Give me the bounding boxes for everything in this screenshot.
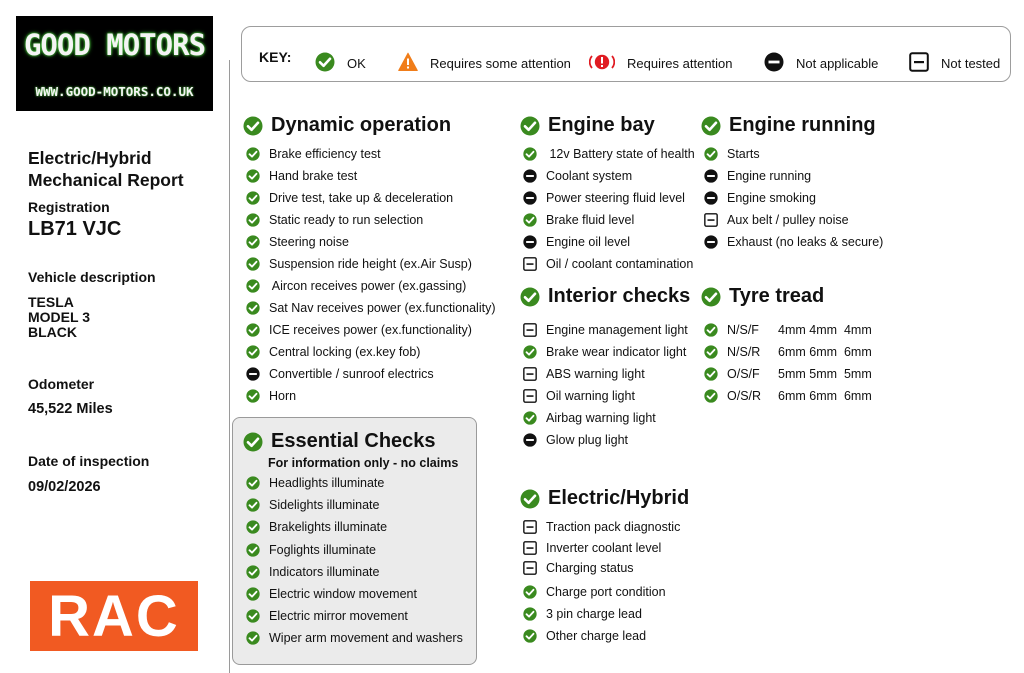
check-row	[246, 257, 472, 271]
check-row	[523, 585, 666, 599]
check-row	[523, 367, 645, 381]
ok-icon	[246, 213, 260, 227]
not-tested-icon	[523, 541, 537, 555]
check-row	[523, 433, 628, 447]
not-tested-icon	[523, 367, 537, 381]
check-label: Oil / coolant contamination	[546, 257, 694, 271]
essential-checks-heading	[243, 430, 436, 453]
not-applicable-icon	[764, 45, 796, 75]
good-motors-logo	[16, 16, 213, 111]
ok-icon	[246, 323, 260, 337]
logo-name: GOOD MOTORS	[23, 28, 206, 62]
ok-icon	[246, 543, 260, 557]
ok-icon	[523, 213, 537, 227]
ok-icon	[704, 147, 718, 161]
check-row	[246, 323, 472, 337]
ok-icon	[523, 411, 537, 425]
ok-icon	[704, 389, 718, 403]
odometer-value: 45,522 Miles	[28, 401, 113, 417]
check-label: Coolant system	[546, 169, 633, 183]
check-row	[246, 609, 408, 623]
ok-icon	[246, 609, 260, 623]
key-label-warning: Requires some attention	[430, 56, 571, 71]
engine-running-heading	[701, 114, 876, 137]
key-label-ok: OK	[347, 56, 366, 71]
rac-logo-text: RAC	[48, 584, 180, 649]
ok-icon	[246, 345, 260, 359]
check-label: Traction pack diagnostic	[546, 520, 681, 534]
tyre-tread-depths: 5mm 5mm 5mm	[778, 367, 872, 381]
check-label: Convertible / sunroof electrics	[269, 367, 434, 381]
check-row	[246, 235, 349, 249]
check-row	[246, 191, 453, 205]
check-row	[523, 561, 634, 575]
check-label: Brake efficiency test	[269, 147, 381, 161]
check-row	[704, 345, 872, 359]
vehicle-description	[28, 295, 90, 340]
check-label: Engine running	[727, 169, 812, 183]
engine-bay-heading	[520, 114, 655, 137]
ok-icon	[243, 116, 267, 136]
ok-icon	[701, 116, 725, 136]
check-row	[704, 389, 872, 403]
check-label: Brake wear indicator light	[546, 345, 687, 359]
inspection-date-label: Date of inspection	[28, 453, 150, 469]
key-item-not-applicable	[764, 45, 878, 75]
ok-icon	[523, 585, 537, 599]
ok-icon	[243, 432, 267, 452]
check-label: Drive test, take up & deceleration	[269, 191, 454, 205]
key-item-alert	[589, 45, 733, 75]
check-row	[704, 235, 883, 249]
ok-icon	[520, 116, 544, 136]
not-tested-icon	[523, 257, 537, 271]
not-tested-icon	[523, 323, 537, 337]
engine-bay-title: Engine bay	[548, 114, 655, 136]
check-label: Glow plug light	[546, 433, 628, 447]
check-row	[246, 213, 423, 227]
check-label: Headlights illuminate	[269, 476, 385, 490]
check-row	[246, 498, 379, 512]
ok-icon	[520, 287, 544, 307]
engine-running-title: Engine running	[729, 114, 876, 136]
check-row	[704, 323, 872, 337]
check-row	[523, 607, 642, 621]
check-row	[704, 191, 816, 205]
not-applicable-icon	[704, 191, 718, 205]
not-applicable-icon	[523, 433, 537, 447]
ok-icon	[523, 147, 537, 161]
tyre-position: O/S/R	[727, 389, 762, 403]
ok-icon	[246, 631, 260, 645]
tyre-tread-heading	[701, 285, 824, 308]
check-label: ICE receives power (ex.functionality)	[269, 323, 472, 337]
ok-icon	[246, 498, 260, 512]
logo-website: WWW.GOOD-MOTORS.CO.UK	[35, 84, 194, 99]
inspection-date-value: 09/02/2026	[28, 479, 101, 495]
check-label: Steering noise	[269, 235, 349, 249]
ok-icon	[246, 147, 260, 161]
check-row	[523, 213, 634, 227]
ok-icon	[246, 235, 260, 249]
not-tested-icon	[523, 389, 537, 403]
vehicle-model: MODEL 3	[28, 309, 90, 325]
check-row	[704, 169, 811, 183]
not-tested-icon	[523, 520, 537, 534]
not-applicable-icon	[523, 235, 537, 249]
check-label: Charging status	[546, 561, 634, 575]
check-row	[246, 279, 466, 293]
ok-icon	[246, 301, 260, 315]
check-label: Power steering fluid level	[546, 191, 685, 205]
check-label: 3 pin charge lead	[546, 607, 642, 621]
not-applicable-icon	[523, 191, 537, 205]
registration-value: LB71 VJC	[28, 218, 122, 240]
check-row	[246, 631, 463, 645]
essential-checks-subtitle: For information only - no claims	[268, 456, 459, 470]
check-row	[704, 367, 872, 381]
check-label: Exhaust (no leaks & secure)	[727, 235, 884, 249]
check-label: Sidelights illuminate	[269, 498, 380, 512]
check-row	[523, 323, 688, 337]
column-divider	[229, 60, 230, 673]
ok-icon	[246, 169, 260, 183]
ok-icon	[523, 345, 537, 359]
key-label-alert: Requires attention	[627, 56, 733, 71]
check-label: Oil warning light	[546, 389, 635, 403]
warning-icon	[398, 45, 430, 75]
check-row	[523, 169, 632, 183]
check-row	[523, 541, 661, 555]
check-row	[523, 257, 693, 271]
ok-icon	[315, 45, 347, 75]
ok-icon	[523, 629, 537, 643]
check-row	[246, 587, 417, 601]
check-row	[246, 565, 379, 579]
check-label: Aircon receives power (ex.gassing)	[269, 279, 467, 293]
tyre-tread-title: Tyre tread	[729, 285, 825, 307]
ok-icon	[523, 607, 537, 621]
ok-icon	[704, 323, 718, 337]
check-label: Brakelights illuminate	[269, 520, 388, 534]
check-label: Inverter coolant level	[546, 541, 662, 555]
key-item-ok	[315, 45, 366, 75]
report-title: Electric/Hybrid Mechanical Report	[28, 148, 184, 190]
ok-icon	[246, 587, 260, 601]
alert-icon	[589, 45, 627, 75]
ok-icon	[520, 489, 544, 509]
check-row	[704, 147, 760, 161]
electric-hybrid-heading	[520, 487, 689, 510]
interior-checks-heading	[520, 285, 690, 308]
check-row	[523, 147, 695, 161]
check-row	[246, 476, 384, 490]
odometer-label: Odometer	[28, 376, 95, 392]
check-label: Suspension ride height (ex.Air Susp)	[269, 257, 472, 271]
check-row	[246, 169, 357, 183]
key-label-not-tested: Not tested	[941, 56, 1001, 71]
dynamic-operation-heading	[243, 114, 451, 137]
check-label: Electric window movement	[269, 587, 417, 601]
check-row	[523, 411, 656, 425]
vehicle-colour: BLACK	[28, 324, 77, 340]
not-tested-icon	[909, 45, 941, 75]
rac-logo	[30, 581, 198, 651]
ok-icon	[246, 389, 260, 403]
check-row	[523, 345, 686, 359]
check-row	[246, 389, 296, 403]
vehicle-make: TESLA	[28, 294, 74, 310]
interior-checks-title: Interior checks	[548, 285, 691, 307]
check-label: Brake fluid level	[546, 213, 635, 227]
dynamic-operation-title: Dynamic operation	[271, 114, 452, 136]
not-applicable-icon	[246, 367, 260, 381]
not-applicable-icon	[704, 169, 718, 183]
tyre-tread-depths: 6mm 6mm 6mm	[778, 389, 872, 403]
key-title: KEY:	[259, 49, 292, 65]
not-applicable-icon	[523, 169, 537, 183]
ok-icon	[246, 520, 260, 534]
check-row	[246, 147, 381, 161]
not-tested-icon	[523, 561, 537, 575]
check-row	[246, 301, 495, 315]
ok-icon	[246, 279, 260, 293]
check-label: ABS warning light	[546, 367, 645, 381]
essential-checks-title: Essential Checks	[271, 430, 436, 452]
not-applicable-icon	[704, 235, 718, 249]
tyre-tread-depths: 6mm 6mm 6mm	[778, 345, 872, 359]
essential-checks-panel	[232, 417, 477, 665]
check-label: Foglights illuminate	[269, 543, 376, 557]
check-row	[704, 213, 849, 227]
check-label: Charge port condition	[546, 585, 666, 599]
check-label: Horn	[269, 389, 297, 403]
ok-icon	[704, 345, 718, 359]
check-label: Central locking (ex.key fob)	[269, 345, 421, 359]
check-row	[246, 367, 434, 381]
check-label: Hand brake test	[269, 169, 358, 183]
check-label: Static ready to run selection	[269, 213, 424, 227]
check-row	[246, 520, 387, 534]
ok-icon	[701, 287, 725, 307]
ok-icon	[246, 565, 260, 579]
check-row	[523, 629, 646, 643]
check-label: Wiper arm movement and washers	[269, 631, 463, 645]
check-label: Indicators illuminate	[269, 565, 380, 579]
registration-label: Registration	[28, 199, 110, 215]
key-item-warning	[398, 45, 571, 75]
check-row	[246, 543, 376, 557]
check-label: Electric mirror movement	[269, 609, 408, 623]
key-item-not-tested	[909, 45, 1000, 75]
check-row	[523, 235, 630, 249]
ok-icon	[246, 476, 260, 490]
check-row	[523, 389, 635, 403]
check-row	[523, 520, 680, 534]
tyre-position: N/S/R	[727, 345, 761, 359]
check-label: Engine oil level	[546, 235, 631, 249]
ok-icon	[246, 257, 260, 271]
check-row	[246, 345, 420, 359]
electric-hybrid-title: Electric/Hybrid	[548, 487, 690, 509]
check-label: Airbag warning light	[546, 411, 656, 425]
check-label: Engine management light	[546, 323, 688, 337]
check-label: 12v Battery state of health	[546, 147, 695, 161]
status-key	[241, 26, 1011, 82]
not-tested-icon	[704, 213, 718, 227]
key-label-not-applicable: Not applicable	[796, 56, 879, 71]
ok-icon	[704, 367, 718, 381]
tyre-position: O/S/F	[727, 367, 760, 381]
check-row	[523, 191, 685, 205]
check-label: Other charge lead	[546, 629, 647, 643]
vehicle-description-label: Vehicle description	[28, 269, 156, 285]
tyre-tread-depths: 4mm 4mm 4mm	[778, 323, 872, 337]
check-label: Sat Nav receives power (ex.functionality)	[269, 301, 496, 315]
check-label: Starts	[727, 147, 760, 161]
check-label: Aux belt / pulley noise	[727, 213, 849, 227]
ok-icon	[246, 191, 260, 205]
tyre-position: N/S/F	[727, 323, 759, 337]
check-label: Engine smoking	[727, 191, 816, 205]
